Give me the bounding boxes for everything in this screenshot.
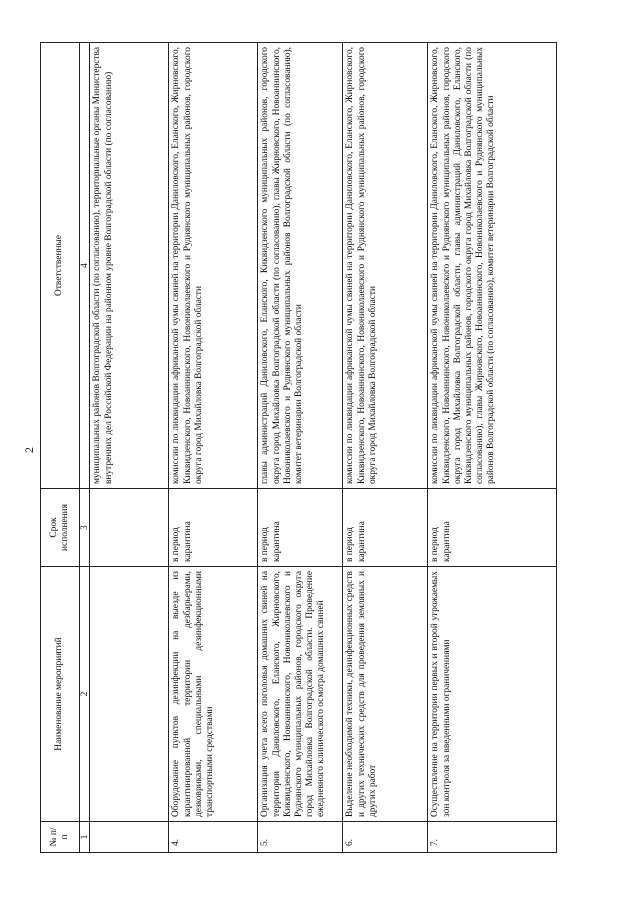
header-responsible: Ответственные <box>41 43 80 489</box>
row-number: 6. <box>343 822 428 853</box>
measure-responsible: комиссии по ликвидации африканской чумы свиней на территории Даниловского, Еланского, Жирновского, Киквидзенского, Новоаннинского, Новониколаевского и Руднянского муниципальных районов, городского округа город Михайловка Волгоградской области, главы администраций Даниловского, Еланского, Киквидзенского муниципальных районов, городского округа город Михайловка Волгоградской области (по согласованию), главы Жирновского, Новоаннинского, Новониколаевского и Руднянского муниципальных районов Волгоградской области (по согласованию), комитет ветеринарии Волгоградской области <box>428 43 557 489</box>
header-name: Наименование мероприятий <box>41 567 80 822</box>
measure-name: Оборудование пунктов дезинфекции на выезде из карантинированной территории дезбарьерами, дезковриками, специальными дезинфекционными транспортными средствами <box>169 567 258 822</box>
measure-term <box>90 489 169 567</box>
row-number: 4. <box>169 822 258 853</box>
measures-table <box>40 42 557 853</box>
table-row <box>258 43 343 853</box>
measure-responsible: муниципальных районов Волгоградской области (по согласованию), территориальные органы Министерства внутренних дел Российской Федерации на районном уровне Волгоградской области (по согласованию) <box>90 43 169 489</box>
column-number: 1 <box>80 822 90 853</box>
measure-name: Организация учета всего поголовья домашних свиней на территории Даниловского, Еланского, Жирновского, Киквидзенского, Новоаннинского, Новониколаевского и Руднянского муниципальных районов, городского округа город Михайловка Волгоградской области. Проведение ежедневного клинического осмотра домашних свиней <box>258 567 343 822</box>
header-no: № п/п <box>41 822 80 853</box>
measure-term: в период карантина <box>343 489 428 567</box>
row-number: 5. <box>258 822 343 853</box>
row-number <box>90 822 169 853</box>
measure-term: в период карантина <box>169 489 258 567</box>
column-number: 3 <box>80 489 90 567</box>
column-numbers-row <box>80 43 90 853</box>
measure-name: Выделение необходимой техники, дезинфекционных средств и других технических средств для проведения земляных и других работ <box>343 567 428 822</box>
page-number: 2 <box>22 447 36 453</box>
measure-name <box>90 567 169 822</box>
column-number: 2 <box>80 567 90 822</box>
row-number: 7. <box>428 822 557 853</box>
measure-responsible: главы администраций Даниловского, Еланского, Киквидзенского муниципальных районов, городского округа город Михайловка Волгоградской области (по согласованию), главы Жирновского, Новоаннинского, Новониколаевского и Руднянского муниципальных районов Волгоградской области (по согласованию), комитет ветеринарии Волгоградской области <box>258 43 343 489</box>
table-header-row <box>41 43 80 853</box>
measure-name: Осуществление на территории первых и второй угрожаемых зон контроля за введенными ограничениями <box>428 567 557 822</box>
table-row <box>428 43 557 853</box>
table-row <box>90 43 169 853</box>
table-row <box>343 43 428 853</box>
measure-responsible: комиссии по ликвидации африканской чумы свиней на территории Даниловского, Еланского, Жирновского, Киквидзенского, Новоаннинского, Новониколаевского и Руднянского муниципальных районов, городского округа город Михайловка Волгоградской области <box>343 43 428 489</box>
measure-term: в период карантина <box>258 489 343 567</box>
table-row <box>169 43 258 853</box>
measure-responsible: комиссии по ликвидации африканской чумы свиней на территории Даниловского, Еланского, Жирновского, Киквидзенского, Новоаннинского, Новониколаевского и Руднянского муниципальных районов, городского округа город Михайловка Волгоградской области <box>169 43 258 489</box>
header-term: Срок исполнения <box>41 489 80 567</box>
column-number: 4 <box>80 43 90 489</box>
measure-term: в период карантина <box>428 489 557 567</box>
